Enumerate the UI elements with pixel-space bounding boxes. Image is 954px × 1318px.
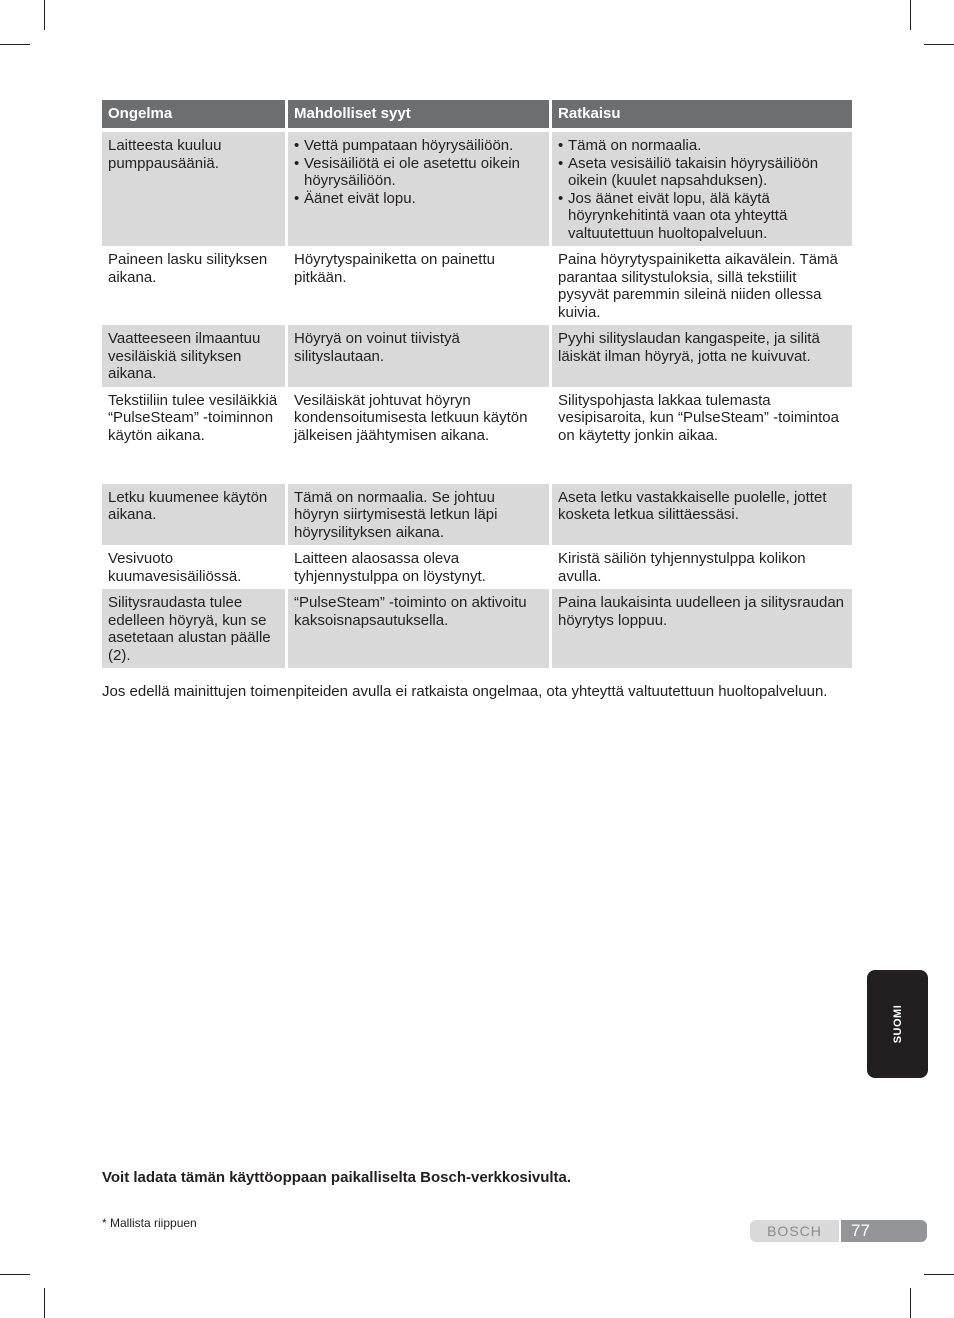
crop-mark: [44, 0, 45, 30]
solution-cell: Paina laukaisinta uudelleen ja silitysraudan höyrytys loppuu.: [549, 589, 852, 668]
problem-cell: Letku kuumenee käytön aikana.: [102, 484, 285, 546]
cause-cell: Tämä on normaalia. Se johtuu höyryn siirtymisestä letkun läpi höyrysilityksen aikana.: [285, 484, 549, 546]
solution-cell: Pyyhi silityslaudan kangaspeite, ja silitä läiskät ilman höyryä, jotta ne kuivuvat.: [549, 325, 852, 387]
solution-item: • Aseta vesisäiliö takaisin höyrysäiliöön oikein (kuulet napsahduksen).: [558, 155, 846, 190]
crop-mark: [0, 1274, 30, 1275]
table-row: [102, 132, 852, 246]
language-label: SUOMI: [891, 1004, 904, 1044]
problem-cell: Paineen lasku silityksen aikana.: [108, 251, 268, 286]
cause-cell: Höyryä on voinut tiivistyä silityslautaan.: [285, 325, 549, 387]
crop-mark: [44, 1288, 45, 1318]
problem-cell: Vesivuoto kuumavesisäiliössä.: [108, 550, 242, 585]
crop-mark: [910, 1288, 911, 1318]
cause-item: • Vettä pumpataan höyrysäiliöön.: [294, 137, 543, 155]
problem-cell: Tekstiiliin tulee vesiläikkiä “PulseSteam” -toiminnon käytön aikana.: [108, 391, 278, 444]
cause-cell: Vesiläiskät johtuvat höyryn kondensoitumisesta letkuun käytön jälkeisen jäähtymisen aikana.: [285, 387, 549, 484]
solution-cell: Kiristä säiliön tyhjennystulppa kolikon avulla.: [549, 545, 852, 589]
crop-mark: [924, 44, 954, 45]
solution-cell: [549, 132, 852, 246]
solution-cell: Aseta letku vastakkaiselle puolelle, jottet kosketa letkua silittäessäsi.: [549, 484, 852, 546]
crop-mark: [924, 1274, 954, 1275]
table-row: [102, 325, 852, 387]
cause-cell: Laitteen alaosassa oleva tyhjennystulppa on löystynyt.: [285, 545, 549, 589]
service-note: Jos edellä mainittujen toimenpiteiden avulla ei ratkaista ongelmaa, ota yhteyttä valtuutettuun huoltopalveluun.: [102, 683, 828, 700]
solution-item: • Jos äänet eivät lopu, älä käytä höyrynkehitintä vaan ota yhteyttä valtuutettuun huoltopalveluun.: [558, 190, 846, 243]
language-tab: [867, 970, 928, 1078]
page-number: 77: [841, 1220, 927, 1242]
download-notice: Voit ladata tämän käyttöoppaan paikalliselta Bosch-verkkosivulta.: [102, 1169, 572, 1186]
table-header-row: [102, 100, 852, 132]
problem-cell: Silitysraudasta tulee edelleen höyryä, kun se asetetaan alustan päälle (2).: [102, 589, 285, 668]
brand-label: BOSCH: [750, 1220, 839, 1242]
problem-cell: Laitteesta kuuluu pumppausääniä.: [102, 132, 285, 246]
header-solution: Ratkaisu: [549, 100, 852, 132]
troubleshooting-table: [102, 100, 852, 668]
cause-cell: “PulseSteam” -toiminto on aktivoitu kaksoisnapsautuksella.: [285, 589, 549, 668]
cause-cell: Höyrytyspainiketta on painettu pitkään.: [285, 246, 549, 325]
solution-cell: Paina höyrytyspainiketta aikavälein. Tämä parantaa silitystuloksia, sillä tekstiilit pysyvät paremmin sileinä niiden ollessa kuivia.: [549, 246, 852, 325]
causes-cell: [285, 132, 549, 246]
solution-cell: Silityspohjasta lakkaa tulemasta vesipisaroita, kun “PulseSteam” -toimintoa on käytetty jonkin aikaa.: [549, 387, 852, 484]
header-problem: Ongelma: [102, 100, 285, 132]
cause-item: • Äänet eivät lopu.: [294, 190, 543, 208]
table-row: [102, 589, 852, 668]
table-row: [102, 246, 852, 325]
problem-cell: Vaatteeseen ilmaantuu vesiläiskiä silityksen aikana.: [102, 325, 285, 387]
cause-item: • Vesisäiliötä ei ole asetettu oikein höyrysäiliöön.: [294, 155, 543, 190]
table-row: [102, 545, 852, 589]
header-causes: Mahdolliset syyt: [285, 100, 549, 132]
solution-item: • Tämä on normaalia.: [558, 137, 846, 155]
table-row: [102, 387, 852, 484]
footnote: * Mallista riippuen: [102, 1216, 197, 1230]
table-row: [102, 484, 852, 546]
crop-mark: [910, 0, 911, 30]
crop-mark: [0, 44, 30, 45]
